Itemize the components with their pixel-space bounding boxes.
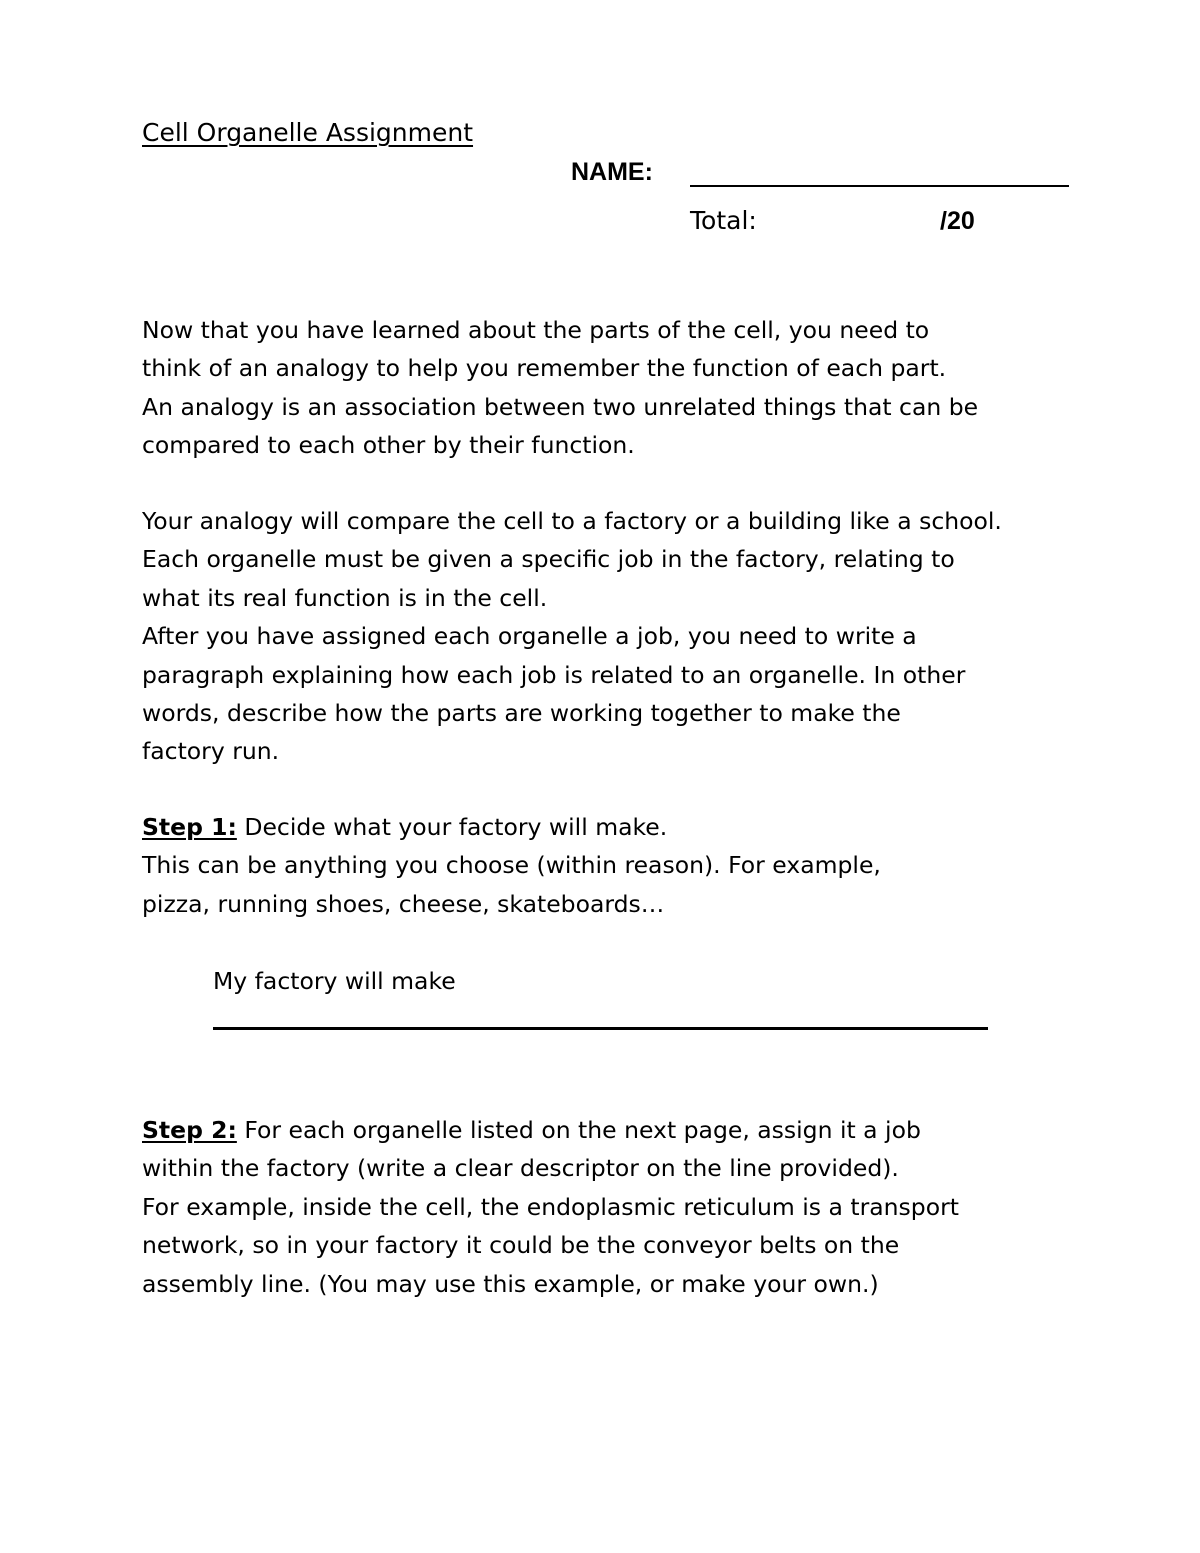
analogy-line: what its real function is in the cell.: [142, 583, 548, 612]
step2-heading-line: [142, 1111, 1142, 1149]
step1-heading-line: [142, 808, 1142, 846]
name-blank-line: [690, 185, 1069, 187]
intro-paragraph: [142, 311, 1142, 465]
intro-line: Now that you have learned about the parts of the cell, you need to: [142, 316, 930, 344]
factory-answer-line: [213, 1027, 988, 1030]
intro-line: compared to each other by their function.: [142, 431, 635, 460]
step1-label: Step 1:: [142, 813, 237, 841]
analogy-line: After you have assigned each organelle a job, you need to write a: [142, 622, 917, 651]
step2-label: Step 2:: [142, 1116, 237, 1144]
total-score: /20: [940, 207, 975, 235]
analogy-line: factory run.: [142, 737, 280, 766]
step2-line: within the factory (write a clear descriptor on the line provided).: [142, 1154, 899, 1183]
total-label: Total:: [690, 206, 757, 235]
analogy-line: words, describe how the parts are working together to make the: [142, 699, 901, 728]
step2-line: For example, inside the cell, the endoplasmic reticulum is a transport: [142, 1192, 959, 1221]
step1-section: [142, 808, 1142, 923]
step2-line: network, so in your factory it could be the conveyor belts on the: [142, 1231, 900, 1260]
intro-line: think of an analogy to help you remember the function of each part.: [142, 354, 947, 383]
analogy-line: Each organelle must be given a specific job in the factory, relating to: [142, 545, 955, 574]
analogy-line: Your analogy will compare the cell to a factory or a building like a school.: [142, 507, 1002, 535]
step1-instruction: Decide what your factory will make.: [244, 813, 668, 841]
step2-line: assembly line. (You may use this example, or make your own.): [142, 1269, 879, 1298]
step2-instruction: For each organelle listed on the next page, assign it a job: [244, 1116, 921, 1144]
factory-prompt: My factory will make: [213, 967, 456, 995]
intro-line: An analogy is an association between two unrelated things that can be: [142, 392, 979, 421]
analogy-paragraph: [142, 502, 1142, 771]
page-title: Cell Organelle Assignment: [142, 118, 474, 147]
step1-line: This can be anything you choose (within reason). For example,: [142, 851, 881, 880]
analogy-line: paragraph explaining how each job is related to an organelle. In other: [142, 660, 966, 689]
name-label: NAME:: [571, 158, 653, 186]
step2-section: [142, 1111, 1142, 1303]
step1-line: pizza, running shoes, cheese, skateboards…: [142, 889, 665, 918]
